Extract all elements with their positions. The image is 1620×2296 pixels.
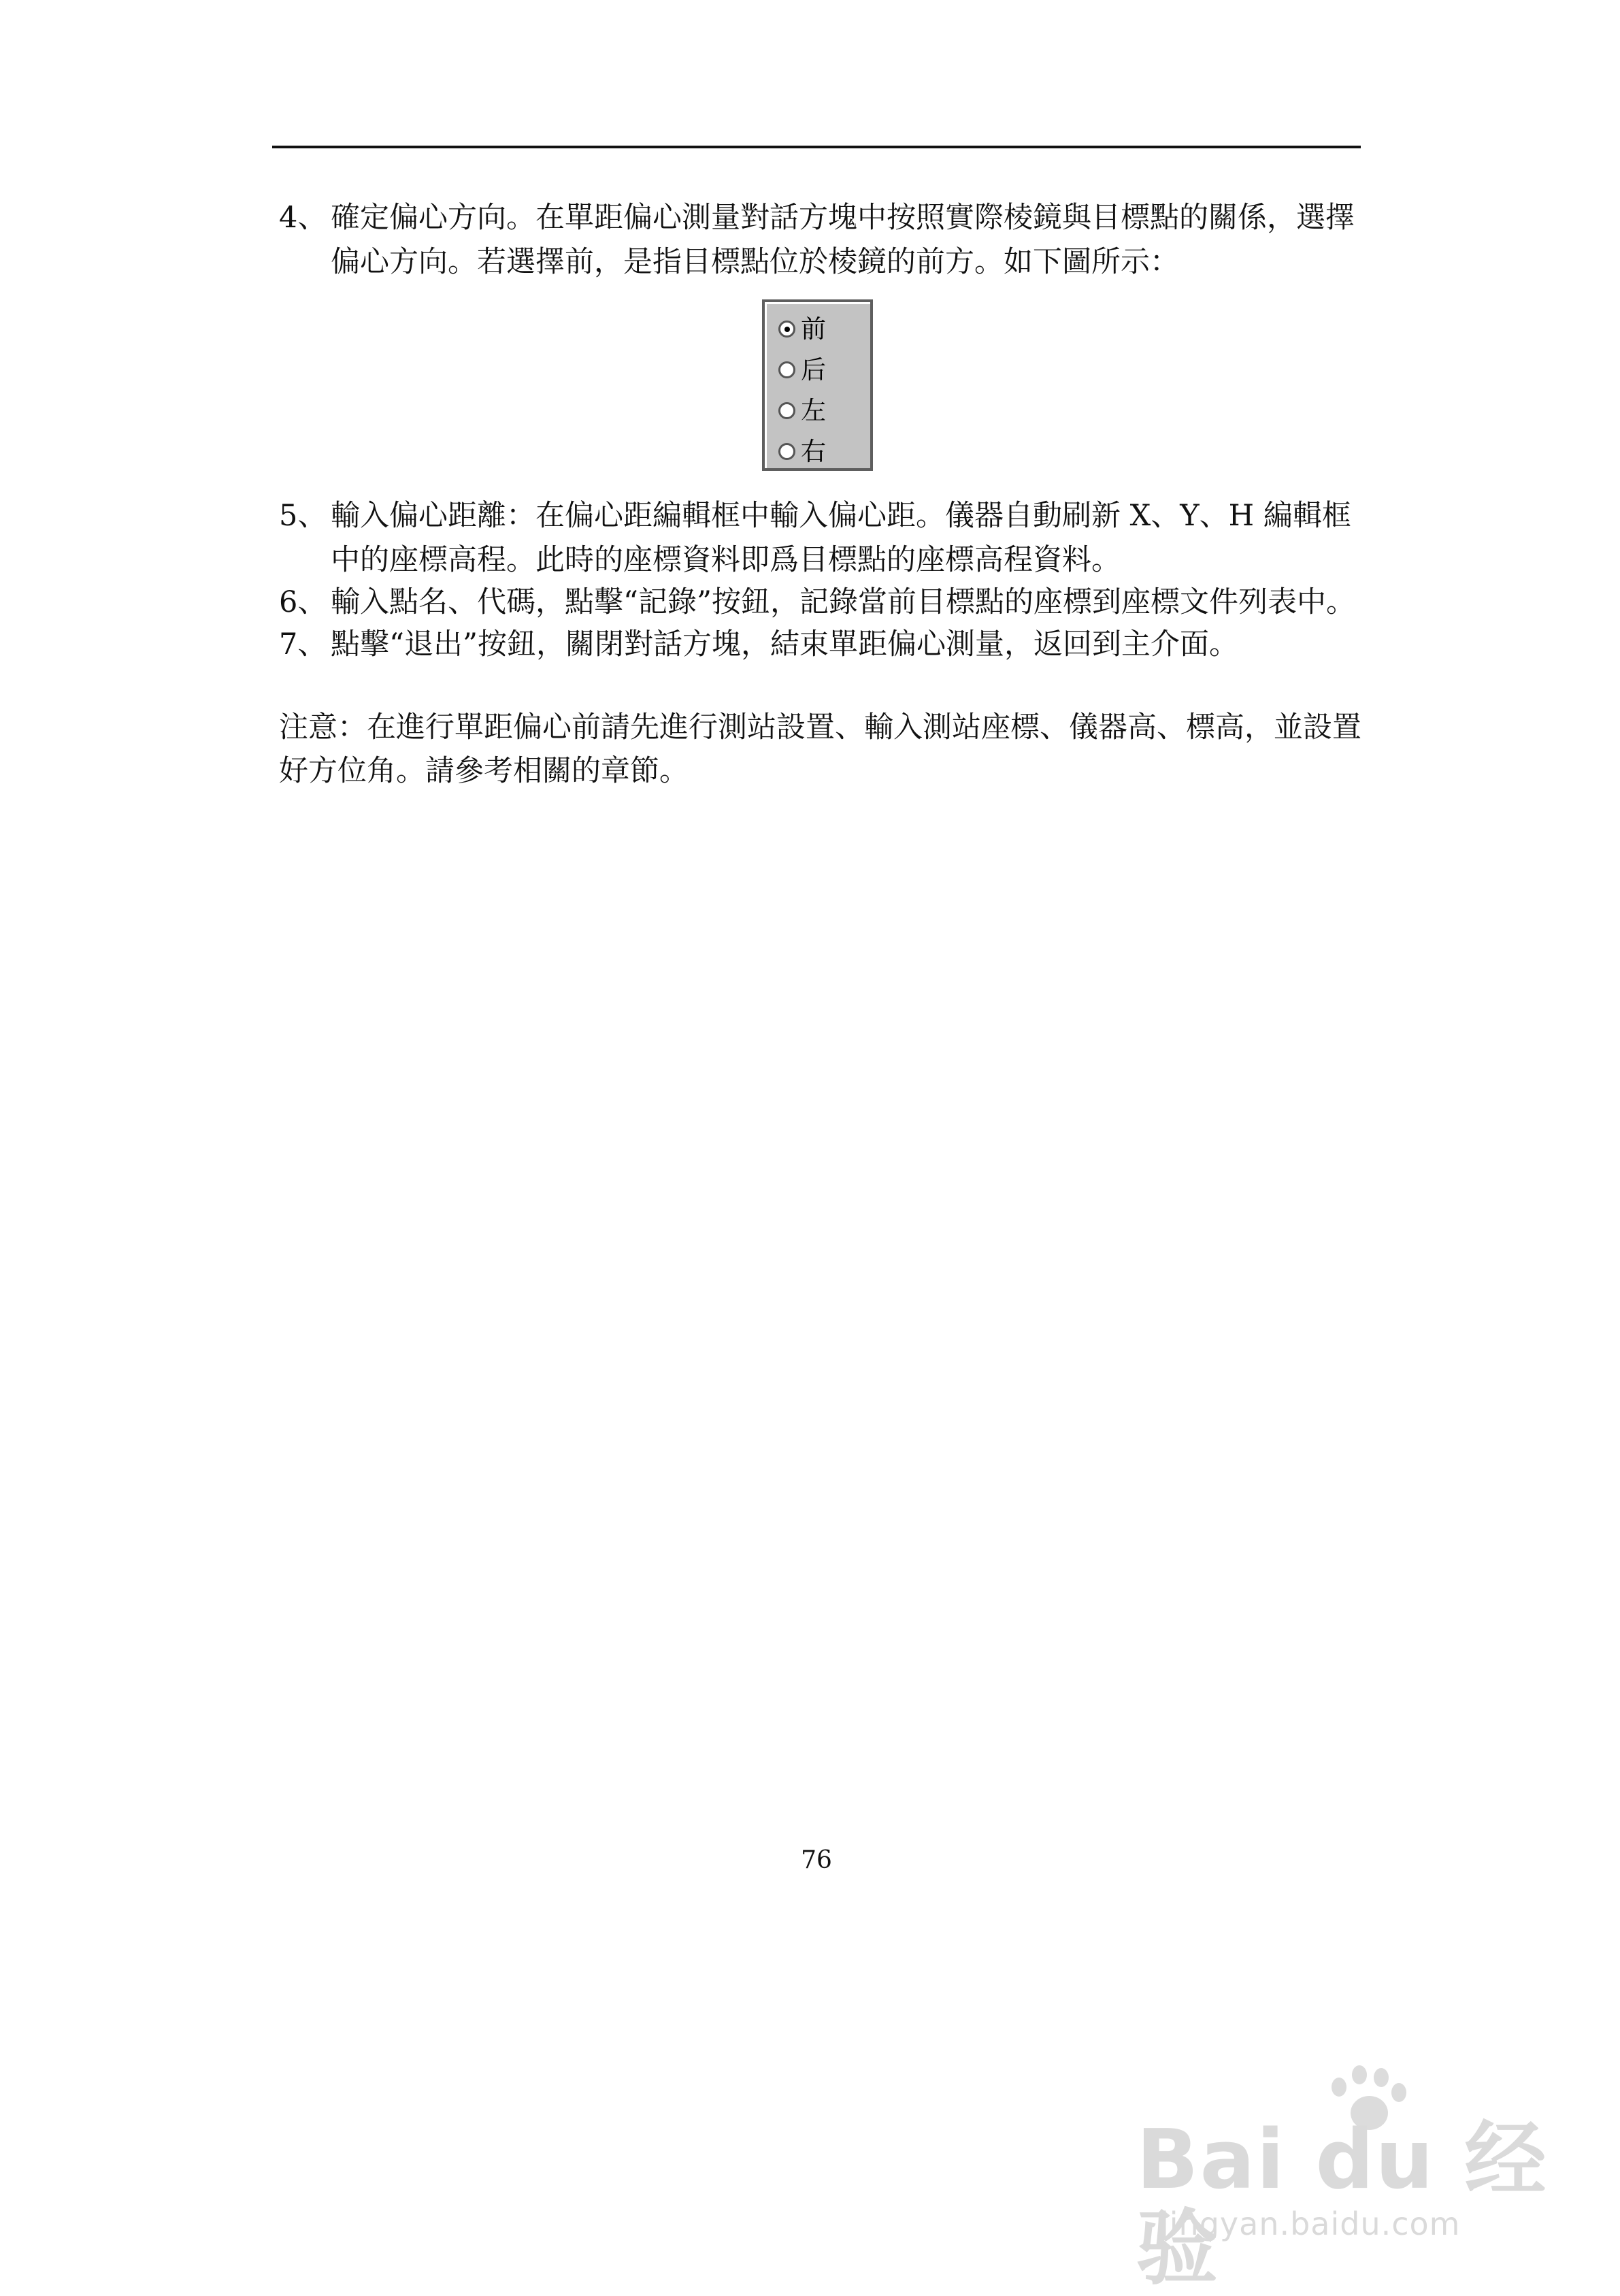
offset-direction-radio-group bbox=[762, 299, 873, 471]
radio-option-front[interactable] bbox=[778, 309, 867, 350]
radio-unselected-icon[interactable] bbox=[778, 443, 795, 460]
step-number: 6、 bbox=[279, 585, 327, 619]
watermark-url: jingyan.baidu.com bbox=[1160, 2205, 1461, 2242]
note-paragraph: 注意：在進行單距偏心前請先進行測站設置、輸入測站座標、儀器高、標高，並設置好方位角。請參考相關的章節。 bbox=[279, 710, 1361, 788]
radio-label: 右 bbox=[801, 437, 826, 466]
watermark bbox=[1129, 2065, 1551, 2296]
radio-unselected-icon[interactable] bbox=[778, 361, 795, 378]
step-5 bbox=[279, 494, 1368, 583]
radio-label: 后 bbox=[801, 355, 826, 384]
radio-selected-icon[interactable] bbox=[778, 321, 795, 338]
step-number: 5、 bbox=[279, 499, 327, 533]
radio-label: 左 bbox=[801, 396, 826, 425]
header-rule bbox=[272, 146, 1361, 148]
radio-option-right[interactable] bbox=[778, 431, 867, 472]
radio-unselected-icon[interactable] bbox=[778, 402, 795, 419]
step-7 bbox=[279, 623, 1368, 667]
step-4 bbox=[279, 196, 1368, 284]
radio-option-back[interactable] bbox=[778, 350, 867, 391]
step-6 bbox=[279, 580, 1368, 625]
step-number: 7、 bbox=[279, 627, 327, 661]
watermark-brand: Bai du 经验 bbox=[1136, 2113, 1548, 2296]
step-text: 點擊“退出”按鈕，關閉對話方塊，結束單距偏心測量，返回到主介面。 bbox=[331, 627, 1238, 661]
step-text: 確定偏心方向。在單距偏心測量對話方塊中按照實際棱鏡與目標點的關係，選擇偏心方向。若選擇前，是指目標點位於棱鏡的前方。如下圖所示： bbox=[331, 201, 1355, 279]
radio-option-left[interactable] bbox=[778, 391, 867, 431]
step-text: 輸入偏心距離：在偏心距編輯框中輸入偏心距。儀器自動刷新 X、Y、H 編輯框中的座標高程。此時的座標資料即爲目標點的座標高程資料。 bbox=[331, 499, 1351, 577]
page-number: 76 bbox=[801, 1846, 832, 1874]
radio-label: 前 bbox=[801, 314, 826, 344]
step-text: 輸入點名、代碼，點擊“記錄”按鈕，記錄當前目標點的座標到座標文件列表中。 bbox=[331, 585, 1355, 619]
step-number: 4、 bbox=[279, 201, 327, 235]
